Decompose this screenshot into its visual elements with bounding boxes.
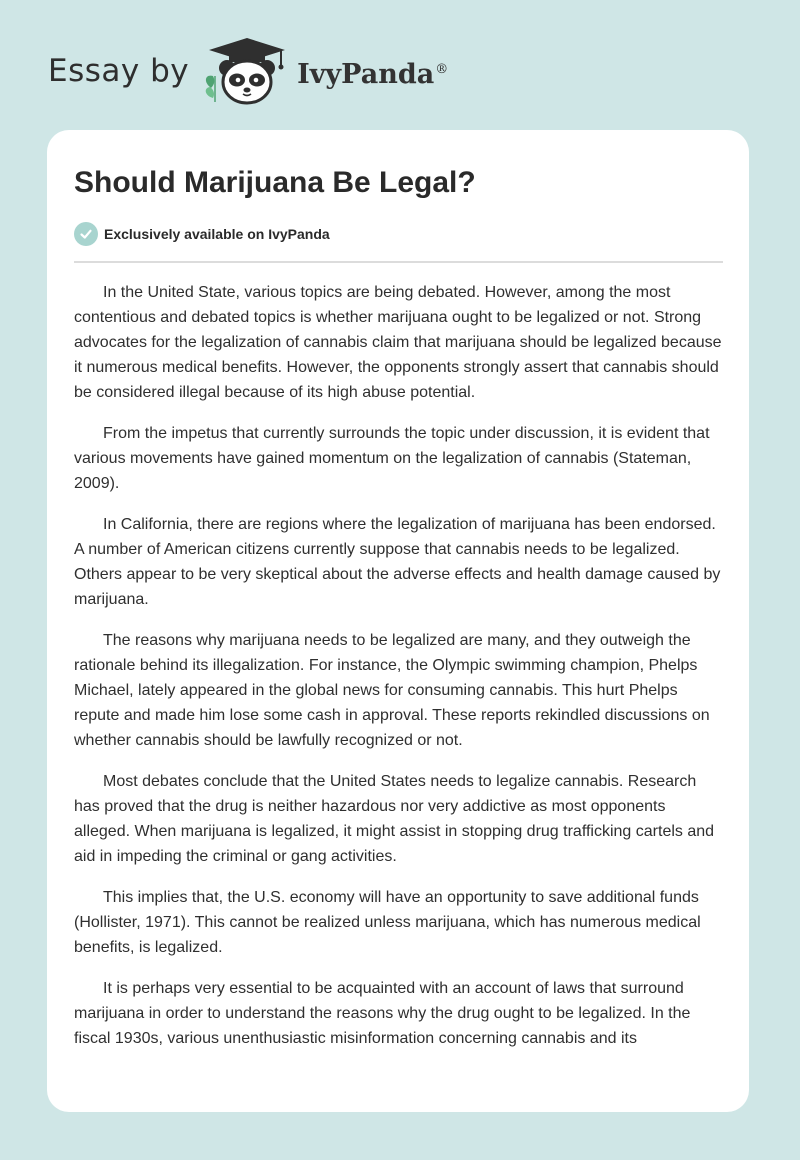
brand-header (48, 36, 448, 106)
page-title: Should Marijuana Be Legal? (74, 166, 476, 199)
essay-card (47, 130, 749, 1112)
check-icon (74, 222, 98, 246)
paragraph: From the impetus that currently surrounds the topic under discussion, it is evident that various movements have gained momentum on the legalization of cannabis (Stateman, 2009). (74, 425, 710, 492)
brand-name: IvyPanda® (297, 58, 449, 90)
paragraph: This implies that, the U.S. economy will have an opportunity to save additional funds (Hollister, 1971). This cannot be realized unless marijuana, which has numerous medical benefits, is legalized. (74, 889, 701, 956)
brand-prefix: Essay by (48, 53, 190, 89)
paragraph: In California, there are regions where the legalization of marijuana has been endorsed. A number of American citizens currently suppose that cannabis needs to be legalized. Others appear to be very skeptical about the adverse effects and health damage caused by marijuana. (74, 516, 721, 608)
essay-body (74, 280, 724, 1067)
paragraph: Most debates conclude that the United States needs to legalize cannabis. Research has proved that the drug is neither hazardous nor very addictive as most opponents alleged. When marijuana is legalized, it might assist in stopping drug trafficking cartels and aid in impeding the criminal or gang activities. (74, 773, 715, 865)
divider (74, 261, 723, 263)
paragraph: The reasons why marijuana needs to be legalized are many, and they outweigh the rationale behind its illegalization. For instance, the Olympic swimming champion, Phelps Michael, lately appeared in the global news for consuming cannabis. This hurt Phelps repute and made him lose some cash in approval. These reports rekindled discussions on whether cannabis should be lawfully recognized or not. (74, 632, 710, 749)
paragraph: In the United State, various topics are being debated. However, among the most contentious and debated topics is whether marijuana ought to be legalized or not. Strong advocates for the legalization of cannabis claim that marijuana should be legalized because it numerous medical benefits. However, the opponents strongly assert that cannabis should be considered illegal because of its high abuse potential. (74, 284, 722, 401)
exclusive-badge (74, 222, 330, 246)
badge-text: Exclusively available on IvyPanda (104, 226, 330, 242)
paragraph: It is perhaps very essential to be acquainted with an account of laws that surround marijuana in order to understand the reasons why the drug ought to be legalized. In the fiscal 1930s, various unenthusiastic misinformation concerning cannabis and its (74, 980, 691, 1047)
panda-graduate-icon (201, 36, 293, 106)
